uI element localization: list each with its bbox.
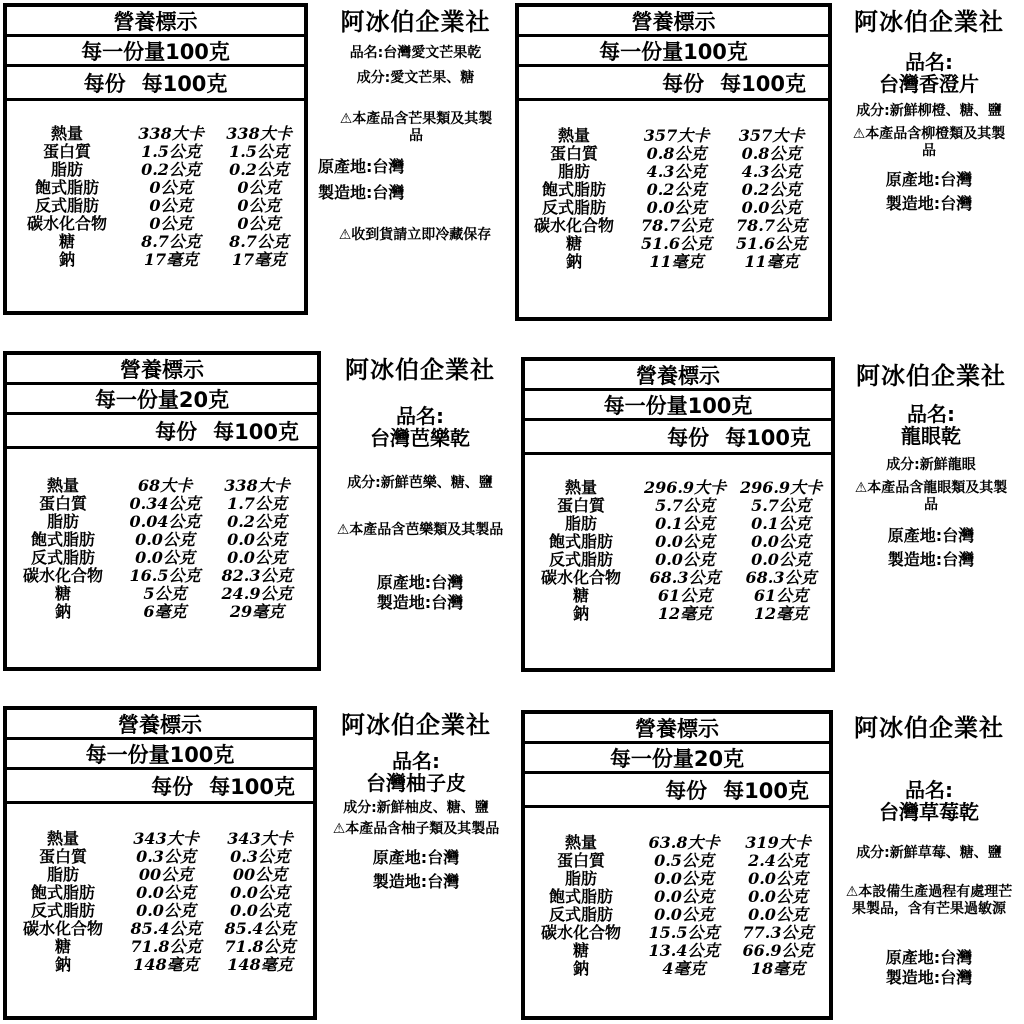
value-per-100g: 0.0公克 <box>748 887 808 906</box>
value-per-serving: 68大卡 <box>137 476 193 495</box>
nutrient-name: 脂肪 <box>46 512 79 531</box>
value-per-serving: 0.3公克 <box>136 847 196 866</box>
value-per-serving: 296.9大卡 <box>643 478 727 497</box>
made-in: 製造地:台灣 <box>885 968 973 987</box>
nutrient-name: 蛋白質 <box>42 142 91 161</box>
product-name: 品名:台灣愛文芒果乾 <box>349 45 482 61</box>
serving-size: 每一份量100克 <box>7 37 304 67</box>
value-per-serving: 11毫克 <box>649 252 704 271</box>
value-per-100g: 77.3公克 <box>742 923 814 942</box>
value-per-100g: 0.0公克 <box>230 883 290 902</box>
nutrient-row <box>7 848 313 866</box>
nutrition-table <box>519 127 828 271</box>
value-per-100g: 296.9大卡 <box>739 478 823 497</box>
value-per-100g: 11毫克 <box>744 252 799 271</box>
nutrient-row <box>7 125 304 143</box>
nutrient-name: 飽式脂肪 <box>548 532 613 551</box>
nutrient-name: 飽式脂肪 <box>34 178 99 197</box>
value-per-serving: 148毫克 <box>133 955 199 974</box>
nutrient-row <box>7 215 304 233</box>
nutrient-row <box>7 513 317 531</box>
nutrient-name: 熱量 <box>46 476 79 495</box>
nutrient-row <box>7 179 304 197</box>
nutrient-name: 糖 <box>54 584 71 603</box>
nutrient-row <box>525 515 831 533</box>
nutrient-name: 碳水化合物 <box>540 923 621 942</box>
column-header <box>525 421 831 455</box>
nutrition-table <box>525 834 829 978</box>
nutrition-label-longan <box>521 357 835 672</box>
label-title: 營養標示 <box>7 710 313 740</box>
nutrient-name: 熱量 <box>564 478 597 497</box>
value-per-serving: 343大卡 <box>133 829 199 848</box>
nutrient-name: 糖 <box>565 234 582 253</box>
made-in: 製造地:台灣 <box>376 593 464 612</box>
nutrient-row <box>519 235 828 253</box>
value-per-serving: 5.7公克 <box>655 496 715 515</box>
label-title: 營養標示 <box>7 355 317 385</box>
product-info-mango <box>318 2 513 244</box>
serving-size: 每一份量100克 <box>7 740 313 770</box>
value-per-serving: 0.0公克 <box>135 548 195 567</box>
value-per-100g: 0.0公克 <box>748 869 808 888</box>
col-per-serving: 每份 <box>83 71 126 96</box>
nutrient-name: 鈉 <box>572 604 589 623</box>
ingredients: 成分:愛文芒果、糖 <box>356 70 475 86</box>
product-name-label: 品名: <box>907 402 955 426</box>
value-per-serving: 0.0公克 <box>136 883 196 902</box>
ingredients: 成分:新鮮柚皮、糖、鹽 <box>343 800 489 816</box>
serving-size: 每一份量100克 <box>525 391 831 421</box>
nutrition-label-pomelo <box>3 706 317 1020</box>
product-info-longan <box>838 356 1024 570</box>
value-per-serving: 0.8公克 <box>646 144 707 163</box>
value-per-serving: 0公克 <box>149 214 193 233</box>
value-per-serving: 71.8公克 <box>130 937 202 956</box>
value-per-serving: 0.0公克 <box>646 198 707 217</box>
value-per-100g: 24.9公克 <box>221 584 293 603</box>
value-per-100g: 0公克 <box>237 214 281 233</box>
nutrient-name: 脂肪 <box>46 865 79 884</box>
nutrient-row <box>525 960 829 978</box>
storage-note: ⚠收到貨請立即冷藏保存 <box>338 227 492 243</box>
value-per-100g: 0.0公克 <box>751 532 811 551</box>
nutrient-name: 反式脂肪 <box>30 548 95 567</box>
nutrient-row <box>7 495 317 513</box>
product-info-orange <box>834 2 1024 214</box>
nutrient-name: 碳水化合物 <box>540 568 621 587</box>
product-name: 台灣草莓乾 <box>879 800 979 824</box>
value-per-serving: 85.4公克 <box>130 919 202 938</box>
nutrient-name: 熱量 <box>557 126 590 145</box>
value-per-100g: 0.1公克 <box>751 514 811 533</box>
value-per-serving: 1.5公克 <box>141 142 201 161</box>
nutrient-name: 糖 <box>572 586 589 605</box>
nutrient-name: 蛋白質 <box>556 851 605 870</box>
value-per-serving: 0.0公克 <box>136 901 196 920</box>
nutrient-row <box>525 605 831 623</box>
ingredients: 成分:新鮮龍眼 <box>886 457 976 473</box>
col-per-100g: 每100克 <box>209 774 295 799</box>
nutrient-row <box>7 585 317 603</box>
nutrient-row <box>525 924 829 942</box>
col-per-100g: 每100克 <box>141 71 228 96</box>
allergen-warning: ⚠本產品含龍眼類及其製品 <box>854 480 1008 513</box>
column-header <box>7 415 317 449</box>
nutrient-row <box>525 479 831 497</box>
nutrition-label-mango <box>3 3 308 315</box>
made-in: 製造地:台灣 <box>887 550 975 569</box>
nutrient-name: 鈉 <box>54 955 71 974</box>
nutrient-row <box>7 938 313 956</box>
nutrient-name: 碳水化合物 <box>26 214 107 233</box>
value-per-100g: 78.7公克 <box>736 216 807 235</box>
value-per-100g: 0.8公克 <box>741 144 802 163</box>
nutrient-name: 反式脂肪 <box>548 550 613 569</box>
col-per-100g: 每100克 <box>720 71 806 96</box>
value-per-100g: 0.0公克 <box>748 905 808 924</box>
nutrient-row <box>7 549 317 567</box>
nutrient-name: 反式脂肪 <box>30 901 95 920</box>
value-per-serving: 68.3公克 <box>649 568 721 587</box>
allergen-warning: ⚠本產品含芭樂類及其製品 <box>336 522 504 538</box>
company-name: 阿冰伯企業社 <box>345 356 495 384</box>
nutrient-name: 脂肪 <box>50 160 83 179</box>
nutrient-row <box>519 163 828 181</box>
origin: 原產地:台灣 <box>887 526 975 545</box>
value-per-serving: 0.1公克 <box>655 514 715 533</box>
origin: 原產地:台灣 <box>318 157 405 176</box>
value-per-serving: 338大卡 <box>138 124 204 143</box>
product-name: 台灣香澄片 <box>879 72 979 96</box>
value-per-100g: 338大卡 <box>224 476 290 495</box>
value-per-serving: 8.7公克 <box>141 232 201 251</box>
col-per-100g: 每100克 <box>723 778 809 803</box>
value-per-100g: 5.7公克 <box>751 496 811 515</box>
product-info-strawberry <box>834 708 1024 988</box>
value-per-100g: 0.0公克 <box>741 198 802 217</box>
nutrient-row <box>7 603 317 621</box>
value-per-serving: 0.04公克 <box>129 512 201 531</box>
nutrient-row <box>7 884 313 902</box>
value-per-100g: 0.2公克 <box>227 512 287 531</box>
col-per-serving: 每份 <box>662 71 705 96</box>
nutrient-row <box>525 942 829 960</box>
nutrient-name: 鈉 <box>58 250 75 269</box>
value-per-serving: 5公克 <box>143 584 187 603</box>
nutrient-name: 蛋白質 <box>38 494 87 513</box>
nutrition-label-guava <box>3 351 321 671</box>
nutrient-row <box>525 870 829 888</box>
value-per-100g: 4.3公克 <box>741 162 802 181</box>
value-per-serving: 0.5公克 <box>654 851 714 870</box>
value-per-100g: 1.7公克 <box>227 494 287 513</box>
company-name: 阿冰伯企業社 <box>854 8 1004 36</box>
nutrient-row <box>525 906 829 924</box>
nutrient-row <box>519 181 828 199</box>
serving-size: 每一份量20克 <box>525 744 829 774</box>
nutrient-name: 熱量 <box>46 829 79 848</box>
value-per-serving: 0.0公克 <box>655 532 715 551</box>
origin: 原產地:台灣 <box>372 848 460 867</box>
nutrient-row <box>519 127 828 145</box>
nutrition-label-orange <box>515 3 832 321</box>
nutrient-name: 飽式脂肪 <box>548 887 613 906</box>
col-per-serving: 每份 <box>155 419 198 444</box>
ingredients: 成分:新鮮柳橙、糖、鹽 <box>856 103 1002 119</box>
nutrient-name: 鈉 <box>565 252 582 271</box>
value-per-serving: 0.0公克 <box>135 530 195 549</box>
nutrient-row <box>525 551 831 569</box>
nutrient-name: 糖 <box>58 232 75 251</box>
made-in: 製造地:台灣 <box>318 183 405 202</box>
value-per-serving: 0公克 <box>149 196 193 215</box>
nutrient-row <box>7 920 313 938</box>
nutrient-name: 反式脂肪 <box>34 196 99 215</box>
allergen-warning: ⚠本產品含柳橙類及其製品 <box>852 126 1006 159</box>
nutrient-name: 脂肪 <box>557 162 590 181</box>
nutrient-row <box>7 161 304 179</box>
value-per-serving: 0.34公克 <box>129 494 201 513</box>
allergen-warning: ⚠本設備生產過程有處理芒果製品，含有芒果過敏源 <box>845 884 1013 917</box>
value-per-serving: 16.5公克 <box>129 566 201 585</box>
company-name: 阿冰伯企業社 <box>854 714 1004 742</box>
col-per-100g: 每100克 <box>213 419 299 444</box>
made-in: 製造地:台灣 <box>372 872 460 891</box>
value-per-100g: 0.2公克 <box>741 180 802 199</box>
nutrition-label-strawberry <box>521 710 833 1020</box>
value-per-serving: 0.0公克 <box>654 869 714 888</box>
nutrient-row <box>519 253 828 271</box>
value-per-100g: 343大卡 <box>227 829 293 848</box>
value-per-serving: 0.2公克 <box>646 180 707 199</box>
nutrient-row <box>7 143 304 161</box>
column-header <box>525 774 829 808</box>
nutrition-table <box>7 477 317 621</box>
value-per-100g: 17毫克 <box>231 250 287 269</box>
nutrient-row <box>7 956 313 974</box>
value-per-100g: 61公克 <box>753 586 809 605</box>
nutrient-name: 碳水化合物 <box>22 919 103 938</box>
value-per-100g: 29毫克 <box>229 602 285 621</box>
value-per-serving: 4毫克 <box>662 959 706 978</box>
label-title: 營養標示 <box>525 714 829 744</box>
company-name: 阿冰伯企業社 <box>340 8 491 36</box>
value-per-100g: 68.3公克 <box>745 568 817 587</box>
value-per-serving: 0.0公克 <box>655 550 715 569</box>
product-name: 台灣柚子皮 <box>366 771 466 795</box>
value-per-serving: 13.4公克 <box>648 941 720 960</box>
product-name-label: 品名: <box>905 778 953 802</box>
value-per-serving: 51.6公克 <box>641 234 712 253</box>
allergen-warning: ⚠本產品含柚子類及其製品 <box>332 821 500 837</box>
value-per-100g: 2.4公克 <box>748 851 808 870</box>
value-per-serving: 17毫克 <box>143 250 199 269</box>
value-per-100g: 1.5公克 <box>229 142 289 161</box>
product-name-label: 品名: <box>905 50 953 74</box>
value-per-100g: 0.2公克 <box>229 160 289 179</box>
value-per-serving: 12毫克 <box>657 604 713 623</box>
label-title: 營養標示 <box>7 7 304 37</box>
nutrient-row <box>7 866 313 884</box>
value-per-serving: 63.8大卡 <box>648 833 720 852</box>
nutrient-name: 飽式脂肪 <box>30 530 95 549</box>
nutrient-row <box>525 497 831 515</box>
value-per-100g: 0公克 <box>237 196 281 215</box>
nutrient-row <box>7 477 317 495</box>
nutrition-table <box>7 125 304 269</box>
nutrient-row <box>7 197 304 215</box>
nutrient-row <box>7 567 317 585</box>
nutrient-row <box>525 852 829 870</box>
nutrient-row <box>525 888 829 906</box>
column-header <box>7 67 304 101</box>
nutrient-name: 蛋白質 <box>549 144 598 163</box>
product-name-label: 品名: <box>392 749 440 773</box>
value-per-100g: 0.0公克 <box>751 550 811 569</box>
nutrient-row <box>519 199 828 217</box>
column-header <box>7 770 313 804</box>
nutrient-row <box>519 145 828 163</box>
value-per-100g: 12毫克 <box>753 604 809 623</box>
nutrient-row <box>519 217 828 235</box>
value-per-100g: 338大卡 <box>226 124 292 143</box>
value-per-serving: 15.5公克 <box>648 923 720 942</box>
made-in: 製造地:台灣 <box>885 194 973 213</box>
value-per-serving: 0.2公克 <box>141 160 201 179</box>
nutrient-row <box>7 251 304 269</box>
value-per-100g: 51.6公克 <box>736 234 807 253</box>
nutrient-row <box>7 233 304 251</box>
col-per-100g: 每100克 <box>725 425 811 450</box>
nutrient-row <box>7 902 313 920</box>
nutrient-row <box>525 569 831 587</box>
product-info-pomelo <box>318 705 514 892</box>
nutrient-name: 鈉 <box>54 602 71 621</box>
ingredients: 成分:新鮮芭樂、糖、鹽 <box>347 475 493 491</box>
value-per-100g: 66.9公克 <box>742 941 814 960</box>
product-name-label: 品名: <box>396 404 444 428</box>
value-per-serving: 78.7公克 <box>641 216 712 235</box>
value-per-serving: 61公克 <box>657 586 713 605</box>
nutrient-name: 糖 <box>572 941 589 960</box>
label-title: 營養標示 <box>525 361 831 391</box>
value-per-100g: 148毫克 <box>227 955 293 974</box>
value-per-100g: 8.7公克 <box>229 232 289 251</box>
allergen-warning: ⚠本產品含芒果類及其製品 <box>339 111 493 144</box>
value-per-100g: 85.4公克 <box>224 919 296 938</box>
nutrient-name: 熱量 <box>50 124 83 143</box>
nutrient-name: 飽式脂肪 <box>30 883 95 902</box>
nutrient-row <box>7 531 317 549</box>
column-header <box>519 67 828 101</box>
nutrient-row <box>525 587 831 605</box>
value-per-serving: 6毫克 <box>143 602 187 621</box>
value-per-serving: 0公克 <box>149 178 193 197</box>
value-per-serving: 357大卡 <box>643 126 710 145</box>
value-per-100g: 18毫克 <box>750 959 806 978</box>
nutrition-table <box>525 479 831 623</box>
nutrition-table <box>7 830 313 974</box>
value-per-serving: 00公克 <box>138 865 194 884</box>
ingredients: 成分:新鮮草莓、糖、鹽 <box>856 845 1002 861</box>
value-per-100g: 82.3公克 <box>221 566 293 585</box>
value-per-serving: 0.0公克 <box>654 905 714 924</box>
value-per-100g: 00公克 <box>232 865 288 884</box>
product-name: 龍眼乾 <box>901 424 961 448</box>
serving-size: 每一份量20克 <box>7 385 317 415</box>
value-per-serving: 0.0公克 <box>654 887 714 906</box>
value-per-100g: 357大卡 <box>738 126 805 145</box>
value-per-100g: 0.0公克 <box>227 548 287 567</box>
label-title: 營養標示 <box>519 7 828 37</box>
nutrient-row <box>7 830 313 848</box>
value-per-100g: 0.0公克 <box>230 901 290 920</box>
col-per-serving: 每份 <box>151 774 194 799</box>
nutrient-name: 脂肪 <box>564 514 597 533</box>
nutrient-name: 碳水化合物 <box>533 216 614 235</box>
nutrient-name: 蛋白質 <box>556 496 605 515</box>
origin: 原產地:台灣 <box>885 170 973 189</box>
nutrient-name: 反式脂肪 <box>548 905 613 924</box>
value-per-100g: 319大卡 <box>745 833 811 852</box>
nutrient-name: 碳水化合物 <box>22 566 103 585</box>
product-info-guava <box>322 350 518 613</box>
value-per-100g: 0公克 <box>237 178 281 197</box>
value-per-100g: 71.8公克 <box>224 937 296 956</box>
col-per-serving: 每份 <box>667 425 710 450</box>
value-per-100g: 0.3公克 <box>230 847 290 866</box>
company-name: 阿冰伯企業社 <box>856 362 1006 390</box>
origin: 原產地:台灣 <box>376 573 464 592</box>
nutrient-name: 鈉 <box>572 959 589 978</box>
value-per-100g: 0.0公克 <box>227 530 287 549</box>
nutrient-name: 脂肪 <box>564 869 597 888</box>
origin: 原產地:台灣 <box>885 948 973 967</box>
nutrient-name: 蛋白質 <box>38 847 87 866</box>
nutrient-row <box>525 834 829 852</box>
company-name: 阿冰伯企業社 <box>341 711 491 739</box>
nutrient-name: 反式脂肪 <box>541 198 606 217</box>
value-per-serving: 4.3公克 <box>646 162 707 181</box>
serving-size: 每一份量100克 <box>519 37 828 67</box>
col-per-serving: 每份 <box>665 778 708 803</box>
nutrient-row <box>525 533 831 551</box>
nutrient-name: 飽式脂肪 <box>541 180 606 199</box>
nutrient-name: 熱量 <box>564 833 597 852</box>
nutrient-name: 糖 <box>54 937 71 956</box>
product-name: 台灣芭樂乾 <box>370 426 470 450</box>
